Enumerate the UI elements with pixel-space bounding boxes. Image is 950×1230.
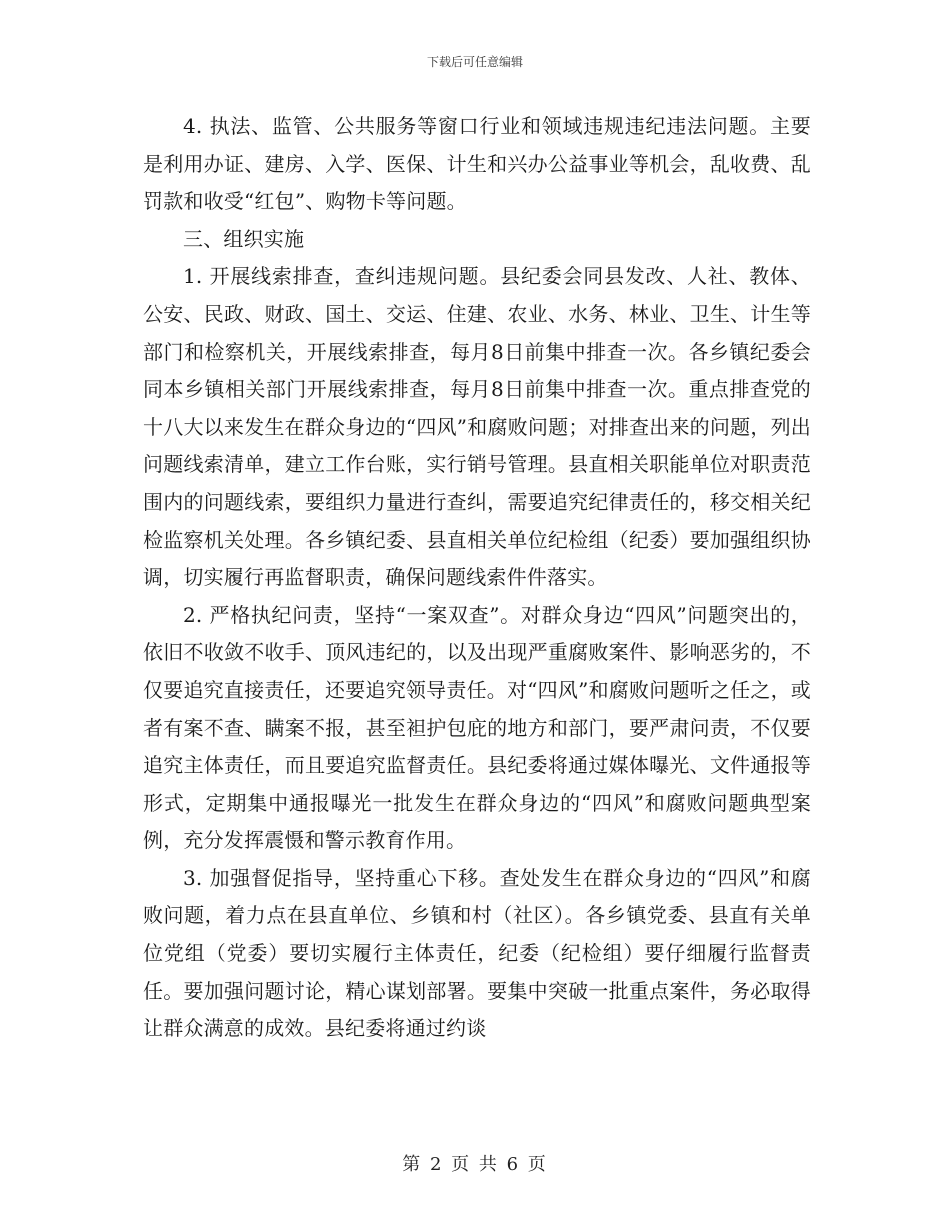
page-number: 第 2 页 共 6 页 [402, 1154, 548, 1175]
paragraph-accountability: 2. 严格执纪问责，坚持“一案双查”。对群众身边“四风”问题突出的，依旧不收敛不收手、顶风违纪的，以及出现严重腐败案件、影响恶劣的，不仅要追究直接责任，还要追究领导责任。对“四风”和腐败问题听之任之，或者有案不查、瞒案不报，甚至袒护包庇的地方和部门，要严肃问责，不仅要追究主体责任，而且要追究监督责任。县纪委将通过媒体曝光、文件通报等形式，定期集中通报曝光一批发生在群众身边的“四风”和腐败问题典型案例，充分发挥震慑和警示教育作用。 [143, 602, 811, 853]
paragraph-supervision: 3. 加强督促指导，坚持重心下移。查处发生在群众身边的“四风”和腐败问题，着力点在县直单位、乡镇和村（社区）。各乡镇党委、县直有关单位党组（党委）要切实履行主体责任，纪委（纪检组）要仔细履行监督责任。要加强问题讨论，精心谋划部署。要集中突破一批重点案件，务必取得让群众满意的成效。县纪委将通过约谈 [143, 865, 811, 1041]
section-heading: 三、组织实施 [183, 226, 305, 251]
page-header-note: 下载后可任意编辑 [426, 55, 523, 69]
paragraph-item-4: 4. 执法、监管、公共服务等窗口行业和领域违规违纪违法问题。主要是利用办证、建房、入学、医保、计生和兴办公益事业等机会，乱收费、乱罚款和收受“红包”、购物卡等问题。 [143, 114, 811, 214]
document-body [143, 108, 811, 1048]
paragraph-clue-screening: 1. 开展线索排查，查纠违规问题。县纪委会同县发改、人社、教体、公安、民政、财政、国土、交运、住建、农业、水务、林业、卫生、计生等部门和检察机关，开展线索排查，每月8日前集中排查一次。各乡镇纪委会同本乡镇相关部门开展线索排查，每月8日前集中排查一次。重点排查党的十八大以来发生在群众身边的“四风”和腐败问题；对排查出来的问题，列出问题线索清单，建立工作台账，实行销号管理。县直相关职能单位对职责范围内的问题线索，要组织力量进行查纠，需要追究纪律责任的，移交相关纪检监察机关处理。各乡镇纪委、县直相关单位纪检组（纪委）要加强组织协调，切实履行再监督职责，确保问题线索件件落实。 [143, 264, 811, 590]
